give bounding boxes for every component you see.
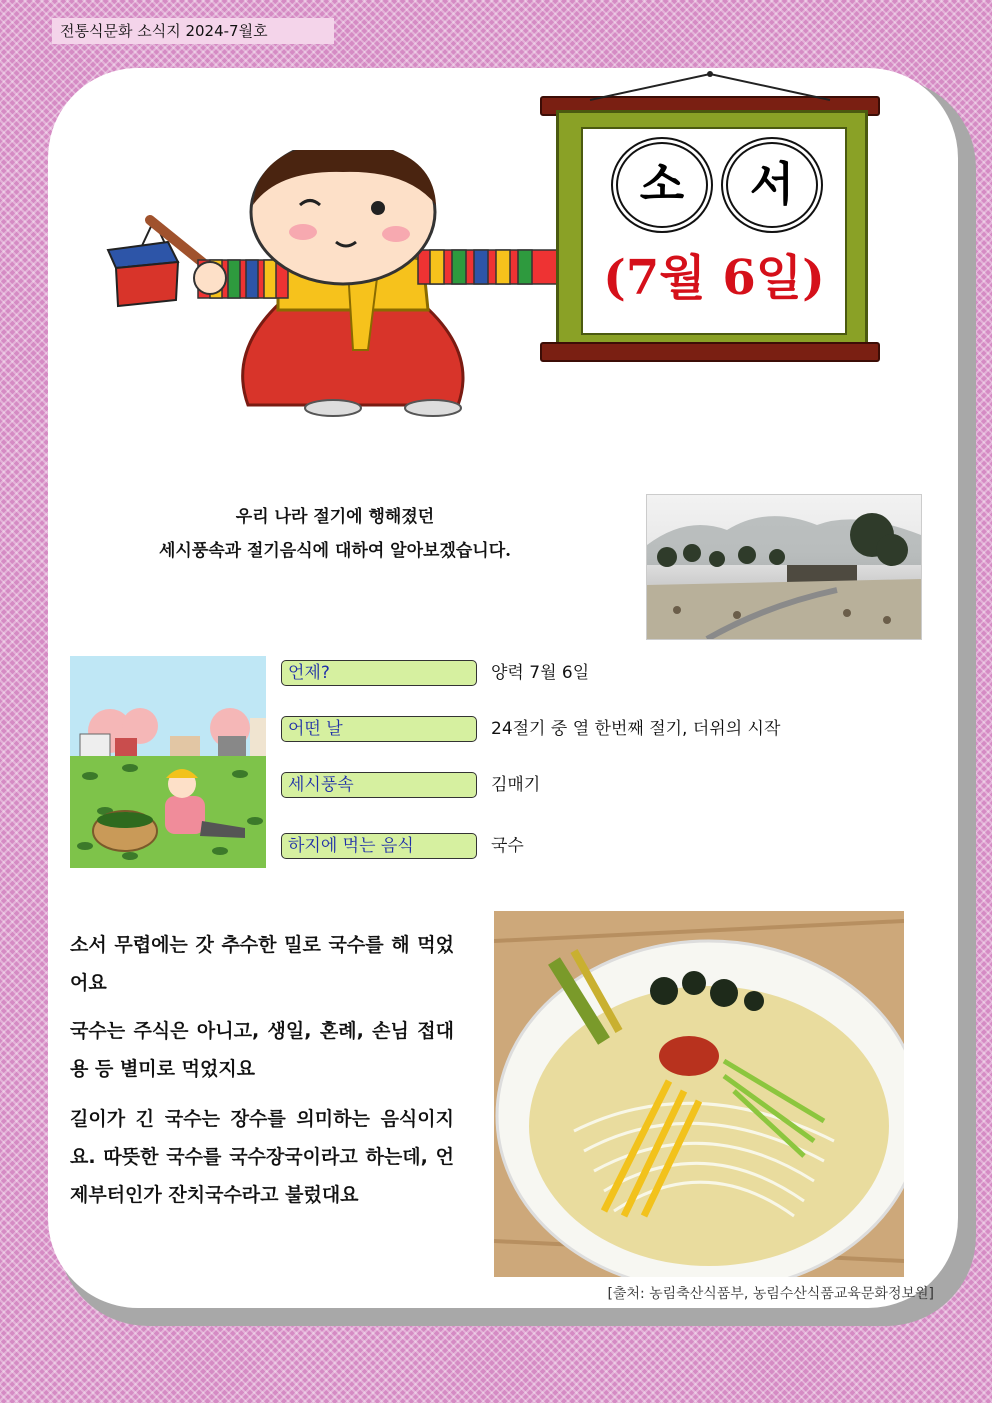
weeding-scene-illustration <box>70 656 266 868</box>
info-label-what-day: 어떤 날 <box>281 716 477 742</box>
body-paragraph-2: 국수는 주식은 아니고, 생일, 혼례, 손님 접대용 등 별미로 먹었지요 <box>70 1020 454 1080</box>
title-date: (7월 6일) <box>603 250 825 306</box>
info-value-food: 국수 <box>491 836 524 856</box>
body-paragraph-1: 소서 무렵에는 갓 추수한 밀로 국수를 해 먹었어요 <box>70 934 454 994</box>
scroll-hanger <box>580 70 840 104</box>
landscape-painting <box>646 494 922 640</box>
scroll-bottom-rod <box>540 342 880 362</box>
newsletter-tag: 전통식문화 소식지 2024-7월호 <box>52 18 334 44</box>
info-label-when: 언제? <box>281 660 477 686</box>
body-paragraph-3: 길이가 긴 국수는 장수를 의미하는 음식이지요. 따뜻한 국수를 국수장국이라고 하는데, 언제부터인가 잔치국수라고 불렀대요 <box>70 1108 454 1206</box>
info-value-what-day: 24절기 중 열 한번째 절기, 더위의 시작 <box>491 719 781 739</box>
noodle-soup-photo <box>494 911 904 1277</box>
info-label-custom: 세시풍속 <box>281 772 477 798</box>
intro-line-2: 세시풍속과 절기음식에 대하여 알아보겠습니다. <box>158 541 512 561</box>
title-scroll <box>556 110 868 352</box>
intro-text <box>100 500 570 568</box>
info-label-food: 하지에 먹는 음식 <box>281 833 477 859</box>
intro-line-1: 우리 나라 절기에 행해졌던 <box>235 507 435 527</box>
hanbok-character-illustration <box>78 150 618 420</box>
info-value-when: 양력 7월 6일 <box>491 663 590 683</box>
source-credit: [출처: 농림축산식품부, 농림수산식품교육문화정보원] <box>607 1286 934 1302</box>
info-value-custom: 김매기 <box>491 775 541 795</box>
title-scroll-panel <box>581 127 847 335</box>
title-seal-1: 소 <box>611 137 713 233</box>
title-seal-2: 서 <box>721 137 823 233</box>
